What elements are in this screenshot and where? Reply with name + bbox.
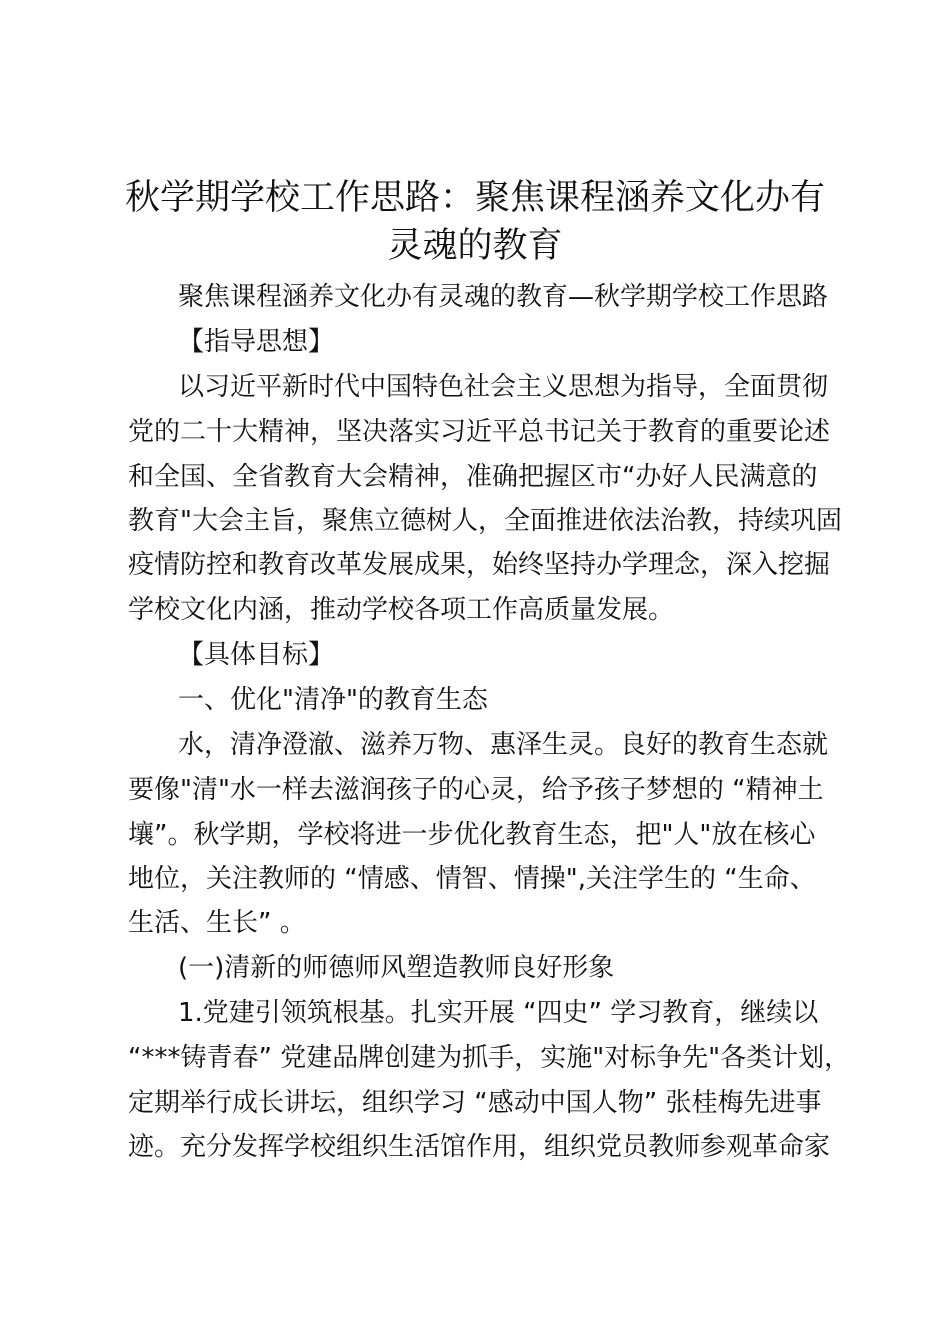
- subsection-heading: 一、优化"清净"的教育生态: [178, 685, 488, 715]
- paragraph-line: 定期举行成长讲坛，组织学习 “感动中国人物” 张桂梅先进事: [128, 1088, 822, 1118]
- paragraph-line: 1.党建引领筑根基。扎实开展 “四史” 学习教育，继续以: [178, 998, 819, 1028]
- paragraph-line: 生活、生长” 。: [128, 908, 306, 938]
- paragraph-line: 水，清净澄澈、滋养万物、惠泽生灵。良好的教育生态就: [178, 730, 829, 760]
- paragraph-line: 地位，关注教师的 “情感、情智、情操",关注学生的 “生命、: [128, 864, 816, 894]
- paragraph-line: 党的二十大精神，坚决落实习近平总书记关于教育的重要论述: [128, 417, 831, 447]
- paragraph-line: 以习近平新时代中国特色社会主义思想为指导，全面贯彻: [178, 372, 829, 402]
- document-title-line-2: 灵魂的教育: [387, 226, 563, 266]
- document-title-line-1: 秋学期学校工作思路：聚焦课程涵养文化办有: [124, 178, 825, 218]
- paragraph-line: 迹。充分发挥学校组织生活馆作用，组织党员教师参观革命家: [128, 1132, 831, 1162]
- paragraph-line: 疫情防控和教育改革发展成果，始终坚持办学理念，深入挖掘: [128, 550, 831, 580]
- paragraph-line: 教育"大会主旨，聚焦立德树人，全面推进依法治教，持续巩固: [128, 506, 842, 536]
- paragraph-line: 要像"清"水一样去滋润孩子的心灵，给予孩子梦想的 “精神土: [128, 775, 824, 805]
- paragraph-line: “***铸青春” 党建品牌创建为抓手，实施"对标争先"各类计划，: [128, 1043, 851, 1073]
- paragraph-line: 学校文化内涵，推动学校各项工作高质量发展。: [128, 595, 675, 625]
- paragraph-line: 壤”。秋学期，学校将进一步优化教育生态，把"人"放在核心: [128, 820, 816, 850]
- section-heading-specific-goals: 【具体目标】: [178, 640, 335, 670]
- paragraph-line: 和全国、全省教育大会精神，准确把握区市“办好人民满意的: [128, 462, 818, 492]
- subtitle: 聚焦课程涵养文化办有灵魂的教育—秋学期学校工作思路: [178, 282, 829, 312]
- section-heading-guiding-ideology: 【指导思想】: [178, 327, 335, 357]
- subsection-heading: (一)清新的师德师风塑造教师良好形象: [178, 953, 615, 983]
